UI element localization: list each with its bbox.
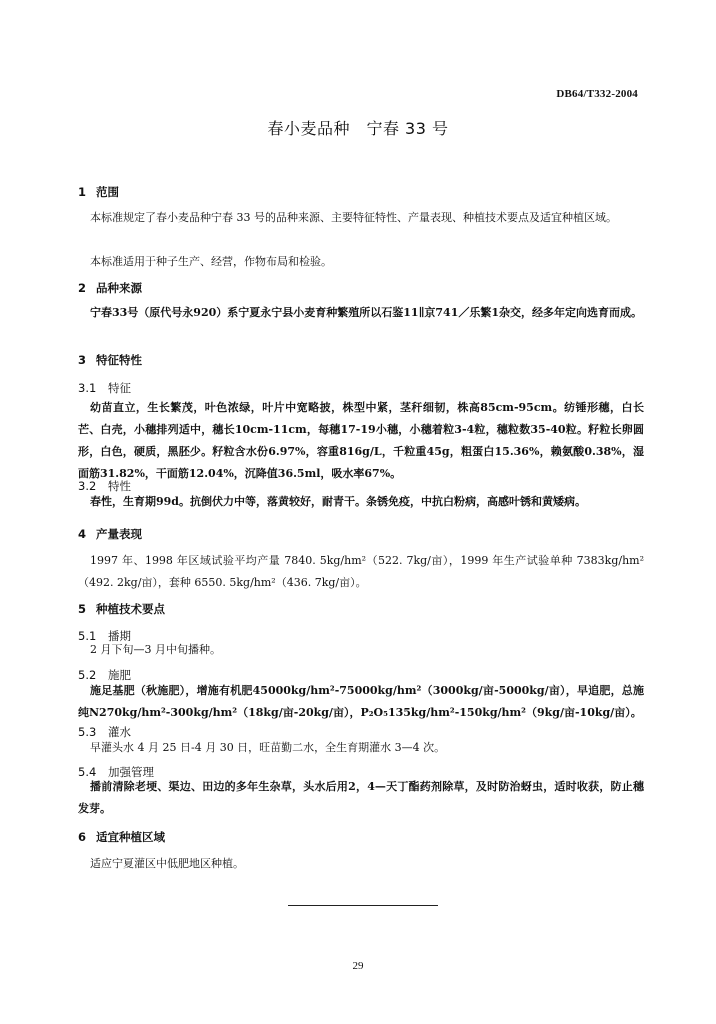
section-title: 特性: [108, 479, 131, 493]
section-1-paragraph-2: 本标准适用于种子生产、经营，作物布局和检验。: [90, 255, 332, 268]
section-title: 播期: [108, 629, 131, 643]
section-number: 5: [78, 602, 87, 616]
section-number: 4: [78, 527, 87, 541]
section-number: 5.4: [78, 765, 97, 779]
section-number: 5.1: [78, 629, 97, 643]
section-number: 3.2: [78, 479, 97, 493]
section-4-paragraph: 1997 年、1998 年区域试验平均产量 7840. 5kg/hm²（522. 7kg/亩），1999 年生产试验单种 7383kg/hm²（492. 2kg/亩），套种 6550. 5kg/hm²（436. 7kg/亩）。: [78, 554, 644, 589]
section-3-1-heading: [78, 380, 131, 396]
section-number: 3: [78, 353, 87, 367]
section-number: 2: [78, 281, 87, 295]
section-title: 灌水: [108, 725, 131, 739]
section-5-4-paragraph: 播前清除老埂、渠边、田边的多年生杂草，头水后用2，4—天丁酯药剂除草，及时防治蚜虫，适时收获，防止穗发芽。: [78, 780, 644, 815]
section-title: 加强管理: [108, 765, 154, 779]
section-2-heading: [78, 280, 142, 296]
section-number: 5.3: [78, 725, 97, 739]
section-number: 5.2: [78, 668, 97, 682]
section-title: 特征: [108, 381, 131, 395]
section-number: 1: [78, 185, 87, 199]
section-2-paragraph-1: 宁春33号（原代号永920）系宁夏永宁县小麦育种繁殖所以石鉴11∥京741／乐繁1杂交，经多年定向选育而成。: [90, 306, 643, 319]
section-title: 产量表现: [96, 527, 142, 541]
section-number: 6: [78, 830, 87, 844]
section-5-1-paragraph: 2 月下旬—3 月中旬播种。: [90, 643, 221, 656]
section-1-heading: [78, 184, 119, 200]
section-5-heading: [78, 601, 165, 617]
section-6-heading: [78, 829, 165, 845]
section-title: 范围: [96, 185, 119, 199]
section-number: 3.1: [78, 381, 97, 395]
section-title: 种植技术要点: [96, 602, 165, 616]
section-title: 施肥: [108, 668, 131, 682]
section-5-2-paragraph: 施足基肥（秋施肥），增施有机肥45000kg/hm²-75000kg/hm²（3000kg/亩-5000kg/亩），早追肥，总施纯N270kg/hm²-300kg/hm²（18kg/亩-20kg/亩），P₂O₅135kg/hm²-150kg/hm²（9kg/亩-10kg/亩）。: [78, 684, 644, 719]
page-number: 29: [352, 960, 364, 972]
section-3-2-paragraph: 春性，生育期99d。抗倒伏力中等，落黄较好，耐青干。条锈免疫，中抗白粉病，高感叶锈和黄矮病。: [90, 495, 586, 508]
section-6-paragraph: 适应宁夏灌区中低肥地区种植。: [90, 857, 244, 870]
standard-number: DB64/T332-2004: [556, 88, 638, 100]
section-3-1-paragraph: 幼苗直立，生长繁茂，叶色浓绿，叶片中宽略披，株型中紧，茎秆细韧，株高85cm-95cm。纺锤形穗，白长芒、白壳，小穗排列适中，穗长10cm-11cm，每穗17-19小穗，小穗着粒3-4粒，穗粒数35-40粒。籽粒长卵圆形，白色，硬质，黑胚少。籽粒含水份6.97%，容重816g/L，千粒重45g，粗蛋白15.36%，赖氨酸0.38%，湿面筋31.82%，干面筋12.04%，沉降值36.5ml，吸水率67%。: [78, 401, 644, 480]
end-rule: [288, 905, 438, 906]
document-title: 春小麦品种 宁春 33 号: [267, 119, 449, 138]
section-3-heading: [78, 352, 142, 368]
section-title: 特征特性: [96, 353, 142, 367]
section-5-3-paragraph: 早灌头水 4 月 25 日-4 月 30 日，旺苗勤二水，全生育期灌水 3—4 次。: [90, 741, 446, 754]
section-title: 适宜种植区域: [96, 830, 165, 844]
section-1-paragraph-1: 本标准规定了春小麦品种宁春 33 号的品种来源、主要特征特性、产量表现、种植技术要点及适宜种植区域。: [90, 211, 617, 224]
section-4-heading: [78, 526, 142, 542]
section-title: 品种来源: [96, 281, 142, 295]
